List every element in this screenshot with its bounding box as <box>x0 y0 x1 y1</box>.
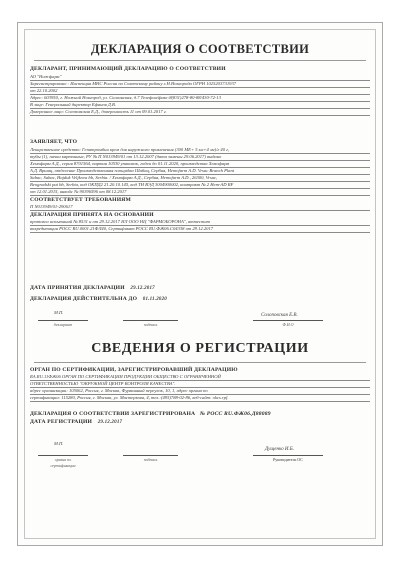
claims-line: Хемофарм А.Д., серия 8701564, партия 10530 упаковок, годен до 01.11.2020, производства Хемофарм <box>30 161 370 168</box>
title-divider <box>34 60 366 61</box>
organ-line: адрес организации: 105062, Россия, г. Москва, Фурманный переулок, 10, 1, адрес органа по <box>30 388 370 395</box>
fio-line <box>253 320 323 321</box>
declarant-name: Солоповская Е.В. <box>261 313 298 318</box>
declarant-line: Адрес: 603950, г. Нижний Новгород, ул. Салганская, д.7 Телефон/факс:8(831)278-80-88/430-72-13 <box>30 95 370 102</box>
acceptance-date-label: ДАТА ПРИНЯТИЯ ДЕКЛАРАЦИИ <box>30 285 125 291</box>
claims-line: Sabac, Sabac, Hajduk Veljkova bb, Serbia. / Хемофарм А.Д., Сербия, Hemofarm A.D., 26300, Vrsac, <box>30 175 370 182</box>
claims-line: Лекарственное средство: Гепатромбин крем для наружного применения (300 МЕ+ 5 мг+4 мг)/г 40 г, <box>30 147 370 154</box>
valid-until-row <box>30 296 167 303</box>
claims-line: А.Д. Вршац, отделение Производственная площадка Шабац, Сербия, Hemofarm A.D. Vrsac Branch Plant <box>30 168 370 175</box>
stamp-placeholder: М.П. <box>54 310 64 315</box>
claims-line: от 12.01.2015, инвойс № 90396596 от 08.12.2017 <box>30 189 370 196</box>
basis-heading: ДЕКЛАРАЦИЯ ПРИНЯТА НА ОСНОВАНИИ <box>30 212 154 218</box>
registration-divider <box>34 362 366 363</box>
organ-line-rule <box>38 455 88 456</box>
registration-signature-caption: подпись <box>143 457 158 462</box>
requirements-block <box>30 204 370 211</box>
requirements-heading: СООТВЕТСТВУЕТ ТРЕБОВАНИЯМ <box>30 197 132 203</box>
claims-line: тубы (1), пачки картонные, РУ № П N013949/01 от 13.12.2007 (дата замены 29.06.2017) выдано <box>30 154 370 161</box>
fio-caption: Ф.И.О <box>282 322 294 327</box>
registrar-position: Руководитель ОС <box>273 457 303 462</box>
organ-line: ОТВЕТСТВЕННОСТЬЮ "ОКРУЖНОЙ ЦЕНТР КОНТРОЛЯ КАЧЕСТВА". <box>30 381 370 388</box>
acceptance-date-row <box>30 285 155 292</box>
signature-line <box>123 320 178 321</box>
organ-block <box>30 374 370 402</box>
registrar-name: Дущенко И.Б. <box>265 447 294 452</box>
registered-row <box>30 411 271 417</box>
declaration-title: ДЕКЛАРАЦИЯ О СООТВЕТСТВИИ <box>90 42 310 56</box>
declarant-line: В лице: Генеральный директор Ефанов Д.В. <box>30 102 370 109</box>
declarant-line: АО "Нижфарм" <box>30 74 370 81</box>
registration-fio-line <box>253 455 323 456</box>
acceptance-date-value: 29.12.2017 <box>130 286 155 291</box>
registration-signature-line <box>123 455 178 456</box>
declarant-block <box>30 74 370 116</box>
declarant-line: от 22.10.2002 <box>30 88 370 95</box>
signature-caption: подпись <box>143 322 158 327</box>
registered-label: ДЕКЛАРАЦИЯ О СООТВЕТСТВИИ ЗАРЕГИСТРИРОВАНА <box>30 411 196 417</box>
organ-caption-2: сертификации <box>50 463 76 468</box>
requirements-line: П N013949/01-290617 <box>30 204 370 211</box>
registration-number: № РОСС RU.ФЖ06.Д88089 <box>199 411 271 417</box>
declarant-heading: ДЕКЛАРАНТ, ПРИНИМАЮЩИЙ ДЕКЛАРАЦИЮ О СООТВЕТСТВИИ <box>30 66 226 72</box>
registration-stamp-placeholder: М.П. <box>54 441 64 446</box>
claims-heading: ЗАЯВЛЯЕТ, ЧТО <box>30 139 78 145</box>
declarant-line-rule <box>38 320 88 321</box>
basis-line: аккредитации РОСС RU.0001.21ФЛ40, Сертификат РОСС RU.ФЖ06.С04338 от 29.12.2017 <box>30 226 370 233</box>
registration-date-value: 29.12.2017 <box>97 420 123 425</box>
organ-caption-1: органа по <box>54 457 72 462</box>
registration-date-label: ДАТА РЕГИСТРАЦИИ <box>30 419 93 425</box>
valid-until-value: 01.11.2020 <box>142 297 167 302</box>
registration-title: СВЕДЕНИЯ О РЕГИСТРАЦИИ <box>91 341 309 356</box>
organ-line: сертификации: 115280, Россия, г. Москва, ул. Мастеркова, 4, тел.:(495)788-02-86, веб-сайт: okcs.rpf. <box>30 395 370 402</box>
registration-date-row <box>30 419 122 426</box>
organ-line: RA.RU.11ФЖ06 ОРГАН ПО СЕРТИФИКАЦИИ ПРОДУКЦИИ ОБЩЕСТВО С ОГРАНИЧЕННОЙ <box>30 374 370 381</box>
declarant-line: Зарегистрировано : Инспекция МНС России по Советскому району г.Н.Новгорода ОГРН 1025203731937 <box>30 81 370 88</box>
declarant-caption: декларант <box>53 322 73 327</box>
declaration-document <box>17 22 383 546</box>
claims-line: Beogradski put bb, Serbia, код ОКПД2 21.20.10.145, код ТН ВЭД 3004900002, контракт № 2 Hem-AD RF <box>30 182 370 189</box>
claims-block <box>30 147 370 196</box>
basis-block <box>30 219 370 233</box>
declarant-line: Доверенное лицо: Солоповская Е.Д., доверенность 11 от 09.01.2017 г. <box>30 109 370 116</box>
valid-until-label: ДЕКЛАРАЦИЯ ДЕЙСТВИТЕЛЬНА ДО <box>30 296 138 302</box>
basis-line: протокол испытаний № 8531 н от 29.12.2017 ИЛ ООО НЦ "ФАРМОБОРОНА", аттестат <box>30 219 370 226</box>
organ-heading: ОРГАН ПО СЕРТИФИКАЦИИ, ЗАРЕГИСТРИРОВАВШИЙ ДЕКЛАРАЦИЮ <box>30 367 238 373</box>
